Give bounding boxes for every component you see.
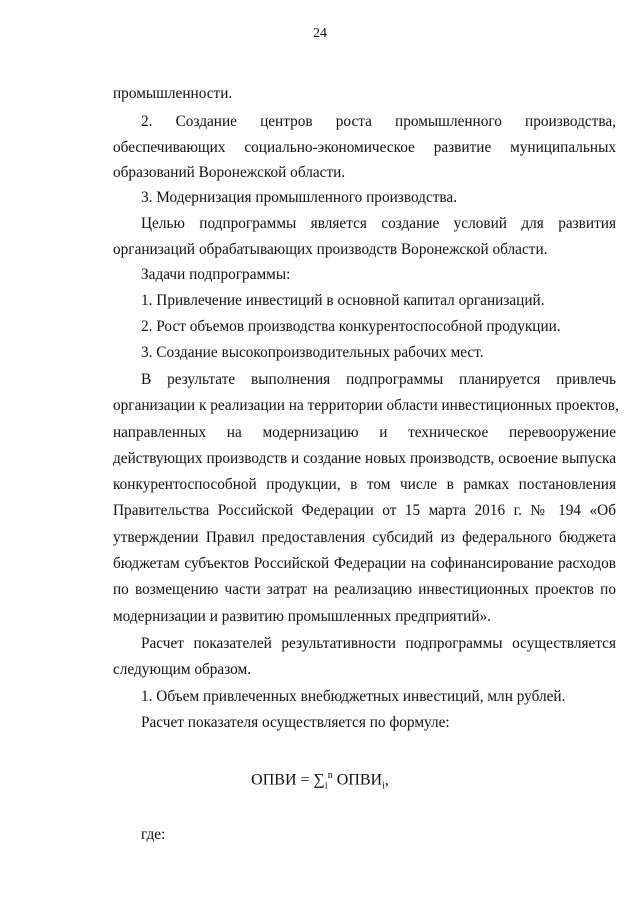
text-line: утверждении Правил предоставления субсидий из федерального бюджета [113, 529, 616, 546]
text-line: 2. Рост объемов производства конкурентоспособной продукции. [141, 318, 561, 335]
text-line: 3. Создание высокопроизводительных рабочих мест. [141, 344, 484, 361]
text-line: 3. Модернизация промышленного производства. [141, 189, 458, 206]
text-line: обеспечивающих социально-экономическое развитие муниципальных [113, 139, 616, 156]
where-label: где: [141, 826, 166, 843]
text-line: 1. Привлечение инвестиций в основной капитал организаций. [141, 292, 545, 309]
text-line: модернизации и развитию промышленных предприятий». [113, 608, 491, 625]
sum-lower-index: i [324, 780, 328, 792]
text-line: 2. Создание центров роста промышленного производства, [141, 113, 616, 130]
sum-upper-index: n [327, 770, 333, 781]
text-line: конкурентоспособной продукции, в том числе в рамках постановления [113, 476, 616, 493]
formula [0, 770, 640, 792]
page-number: 24 [313, 26, 327, 41]
formula-lhs: ОПВИ = [251, 771, 314, 789]
sum-symbol: ∑ [313, 771, 325, 789]
text-line: следующим образом. [113, 661, 252, 678]
formula-tail: , [384, 771, 389, 789]
formula-rhs: ОПВИ [332, 771, 383, 789]
text-line: Расчет показателей результативности подпрограммы осуществляется [141, 635, 616, 652]
text-line: Расчет показателя осуществляется по формуле: [141, 714, 450, 731]
text-line: организаций обрабатывающих производств Воронежской области. [113, 241, 548, 258]
text-line: направленных на модернизацию и техническое перевооружение [113, 424, 616, 441]
text-line: по возмещению части затрат на реализацию инвестиционных проектов по [113, 581, 616, 598]
text-line: В результате выполнения подпрограммы планируется привлечь [141, 371, 616, 388]
text-line: образований Воронежской области. [113, 164, 346, 181]
text-line: Целью подпрограммы является создание условий для развития [141, 215, 616, 232]
text-line: организации к реализации на территории области инвестиционных проектов, [113, 397, 619, 414]
text-line: 1. Объем привлеченных внебюджетных инвестиций, млн рублей. [141, 688, 566, 705]
text-line: действующих производств и создание новых производств, освоение выпуска [113, 450, 616, 467]
text-line: Правительства Российской Федерации от 15 марта 2016 г. № 194 «Об [113, 502, 616, 519]
text-line: промышленности. [113, 85, 233, 102]
rhs-index: i [382, 780, 385, 792]
text-line: бюджетам субъектов Российской Федерации на софинансирование расходов [113, 555, 616, 572]
text-line: Задачи подпрограммы: [141, 266, 291, 283]
